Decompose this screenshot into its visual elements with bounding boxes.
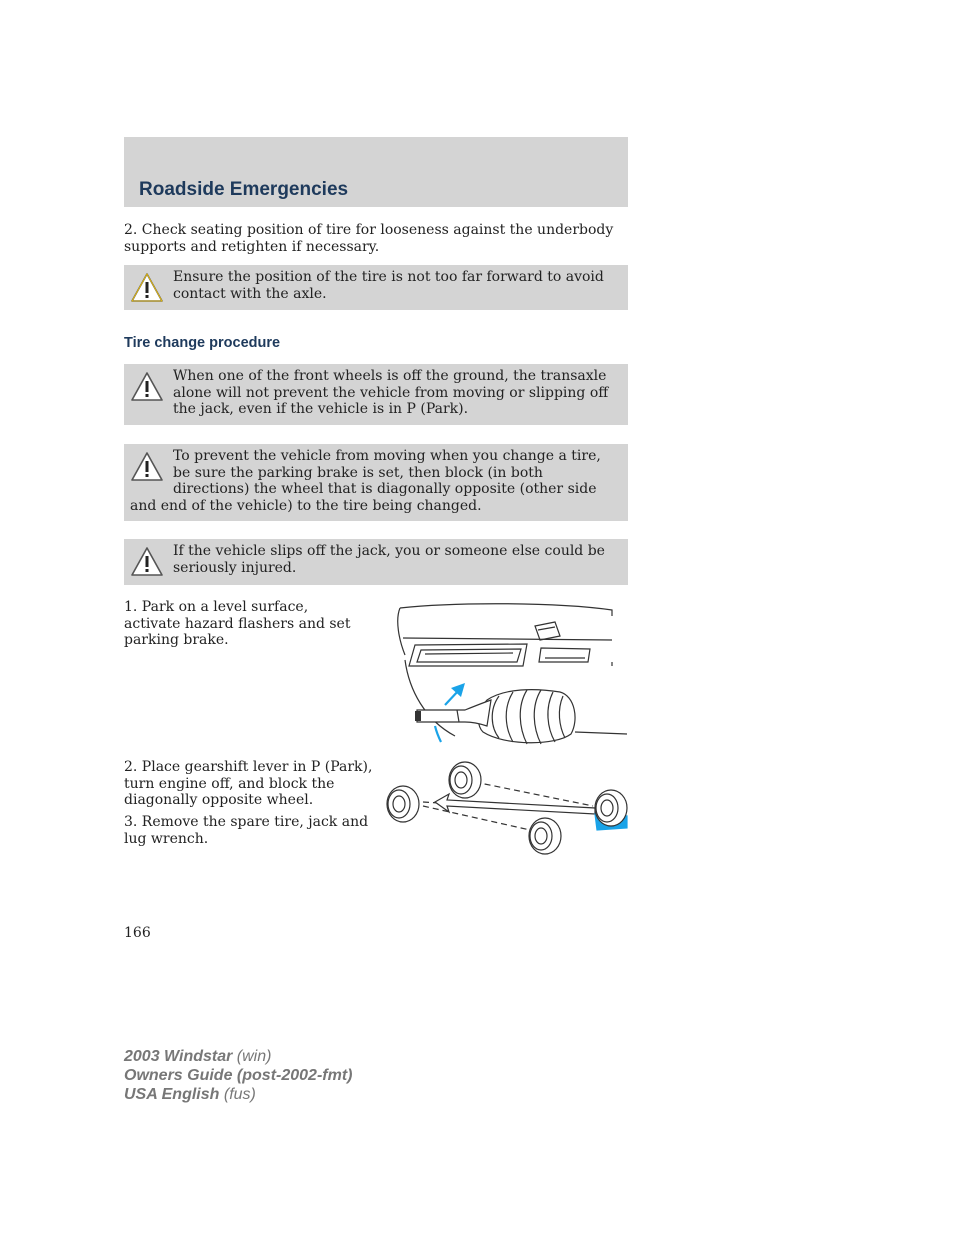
page-number: 166 [124,925,151,941]
section-header [124,137,628,207]
warning-text: When one of the front wheels is off the ground, the transaxle alone will not prevent the vehicle from moving or slipping off the jack, even if the vehicle is in P (Park). [173,368,609,417]
footer-model-code: (win) [236,1048,272,1065]
warning-text: Ensure the position of the tire is not too far forward to avoid contact with the axle. [173,269,604,302]
document-footer [124,1047,352,1104]
intro-step: 2. Check seating position of tire for looseness against the underbody supports and retighten if necessary. [124,222,614,255]
footer-guide: Owners Guide (post-2002-fmt) [124,1067,353,1084]
section-subheading: Tire change procedure [124,335,281,351]
step-1: 1. Park on a level surface, activate hazard flashers and set parking brake. [124,599,351,648]
warning-box [124,444,628,521]
wheel-block-diagram [383,758,629,858]
warning-box [124,265,628,310]
footer-language: USA English [124,1086,220,1103]
warning-box [124,539,628,585]
warning-triangle-icon [130,545,164,579]
footer-language-code: (fus) [223,1086,256,1103]
warning-text: If the vehicle slips off the jack, you or someone else could be seriously injured. [173,543,605,576]
warning-box [124,364,628,425]
warning-triangle-icon [130,370,164,404]
step-2: 2. Place gearshift lever in P (Park), turn engine off, and block the diagonally opposite wheel. [124,759,373,808]
step-3: 3. Remove the spare tire, jack and lug wrench. [124,814,369,847]
parking-brake-illustration [395,600,627,746]
page-title: Roadside Emergencies [139,179,349,200]
warning-text: To prevent the vehicle from moving when you change a tire, be sure the parking brake is set, then block (in both directions) the wheel that is diagonally opposite (other side and end of the vehicle) to the tire being changed. [130,448,601,514]
warning-triangle-icon [130,450,164,484]
footer-model: 2003 Windstar [124,1048,233,1065]
warning-triangle-icon [130,271,164,305]
